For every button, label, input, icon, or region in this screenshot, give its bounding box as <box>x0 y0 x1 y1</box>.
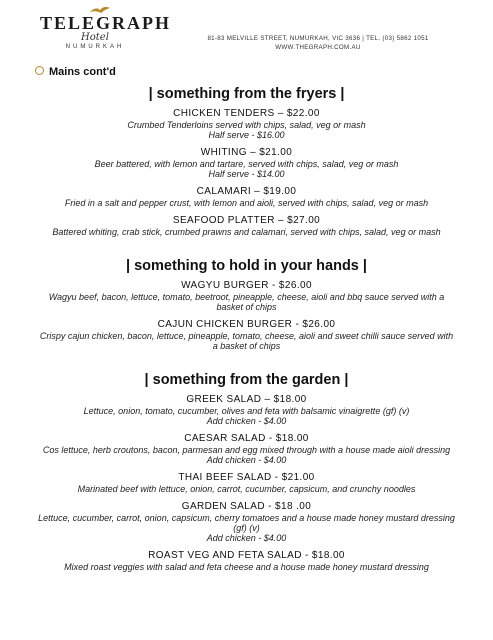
logo <box>40 13 172 51</box>
menu-body <box>0 84 493 579</box>
menu-item <box>0 108 493 140</box>
menu-item-title: CHICKEN TENDERS – $22.00 <box>173 108 320 119</box>
menu-item-description: Crumbed Tenderloins served with chips, salad, veg or mash <box>127 120 366 130</box>
menu-item <box>0 280 493 312</box>
menu-item <box>0 215 493 237</box>
menu-item-description: Cos lettuce, herb croutons, bacon, parmesan and egg mixed through with a house made aioli dressing <box>42 445 451 455</box>
menu-item-description: Beer battered, with lemon and tartare, served with chips, salad, veg or mash <box>94 159 399 169</box>
menu-item-description: Battered whiting, crab stick, crumbed prawns and calamari, served with chips, salad, veg or mash <box>52 227 441 237</box>
menu-item-description: Add chicken - $4.00 <box>206 533 287 543</box>
menu-item <box>0 319 493 351</box>
logo-script-text: Hotel <box>81 32 109 43</box>
menu-item-title: GARDEN SALAD - $18 .00 <box>181 501 312 512</box>
page-header <box>0 0 493 70</box>
menu-item-description: Add chicken - $4.00 <box>206 416 287 426</box>
bird-icon <box>88 4 112 16</box>
menu-item <box>0 472 493 494</box>
menu-item-description: Add chicken - $4.00 <box>206 455 287 465</box>
website-line: WWW.THEGRAPH.COM.AU <box>275 44 361 51</box>
menu-item <box>0 501 493 543</box>
menu-item-description: Wagyu beef, bacon, lettuce, tomato, beetroot, pineapple, cheese, aioli and bbq sauce served with a basket of chips <box>48 292 445 312</box>
menu-item-title: THAI BEEF SALAD - $21.00 <box>178 472 315 483</box>
menu-item <box>0 186 493 208</box>
menu-item-title: CAJUN CHICKEN BURGER - $26.00 <box>157 319 336 330</box>
category-heading: | something from the fryers | <box>148 86 345 102</box>
menu-item-title: SEAFOOD PLATTER – $27.00 <box>172 215 321 226</box>
category-heading: | something to hold in your hands | <box>126 258 367 274</box>
menu-item-title: CALAMARI – $19.00 <box>196 186 297 197</box>
menu-item-description: Mixed roast veggies with salad and feta cheese and a house made honey mustard dressing <box>64 562 429 572</box>
address-block <box>183 34 453 52</box>
menu-item-description: Lettuce, cucumber, carrot, onion, capsicum, cherry tomatoes and a house made honey mustard dressing (gf) (v) <box>38 513 455 533</box>
address-line: 81-83 MELVILLE STREET, NUMURKAH, VIC 3636 | TEL. (03) 5862 1051 <box>207 35 429 42</box>
menu-item <box>0 550 493 572</box>
section-label <box>36 66 116 78</box>
menu-item <box>0 394 493 426</box>
menu-item-description: Half serve - $14.00 <box>208 169 285 179</box>
menu-item-title: ROAST VEG AND FETA SALAD - $18.00 <box>148 550 345 561</box>
menu-item-description: Lettuce, onion, tomato, cucumber, olives and feta with balsamic vinaigrette (gf) (v) <box>83 406 410 416</box>
menu-item <box>0 147 493 179</box>
menu-item-description: Half serve - $16.00 <box>208 130 285 140</box>
menu-item-title: CAESAR SALAD - $18.00 <box>184 433 309 444</box>
menu-item-description: Marinated beef with lettuce, onion, carrot, cucumber, capsicum, and crunchy noodles <box>77 484 416 494</box>
logo-sub-text: NUMURKAH <box>65 44 125 50</box>
menu-item <box>0 433 493 465</box>
menu-item-description: Fried in a salt and pepper crust, with lemon and aioli, served with chips, salad, veg or mash <box>64 198 429 208</box>
logo-main-text: TELEGRAPH <box>40 13 172 33</box>
menu-item-title: WHITING – $21.00 <box>200 147 293 158</box>
menu-item-title: GREEK SALAD – $18.00 <box>186 394 307 405</box>
section-label-text: Mains cont'd <box>49 66 116 78</box>
category-heading: | something from the garden | <box>144 372 349 388</box>
menu-item-title: WAGYU BURGER - $26.00 <box>181 280 312 291</box>
menu-item-description: Crispy cajun chicken, bacon, lettuce, pineapple, tomato, cheese, aioli and sweet chilli sauce served with a basket of chips <box>39 331 454 351</box>
